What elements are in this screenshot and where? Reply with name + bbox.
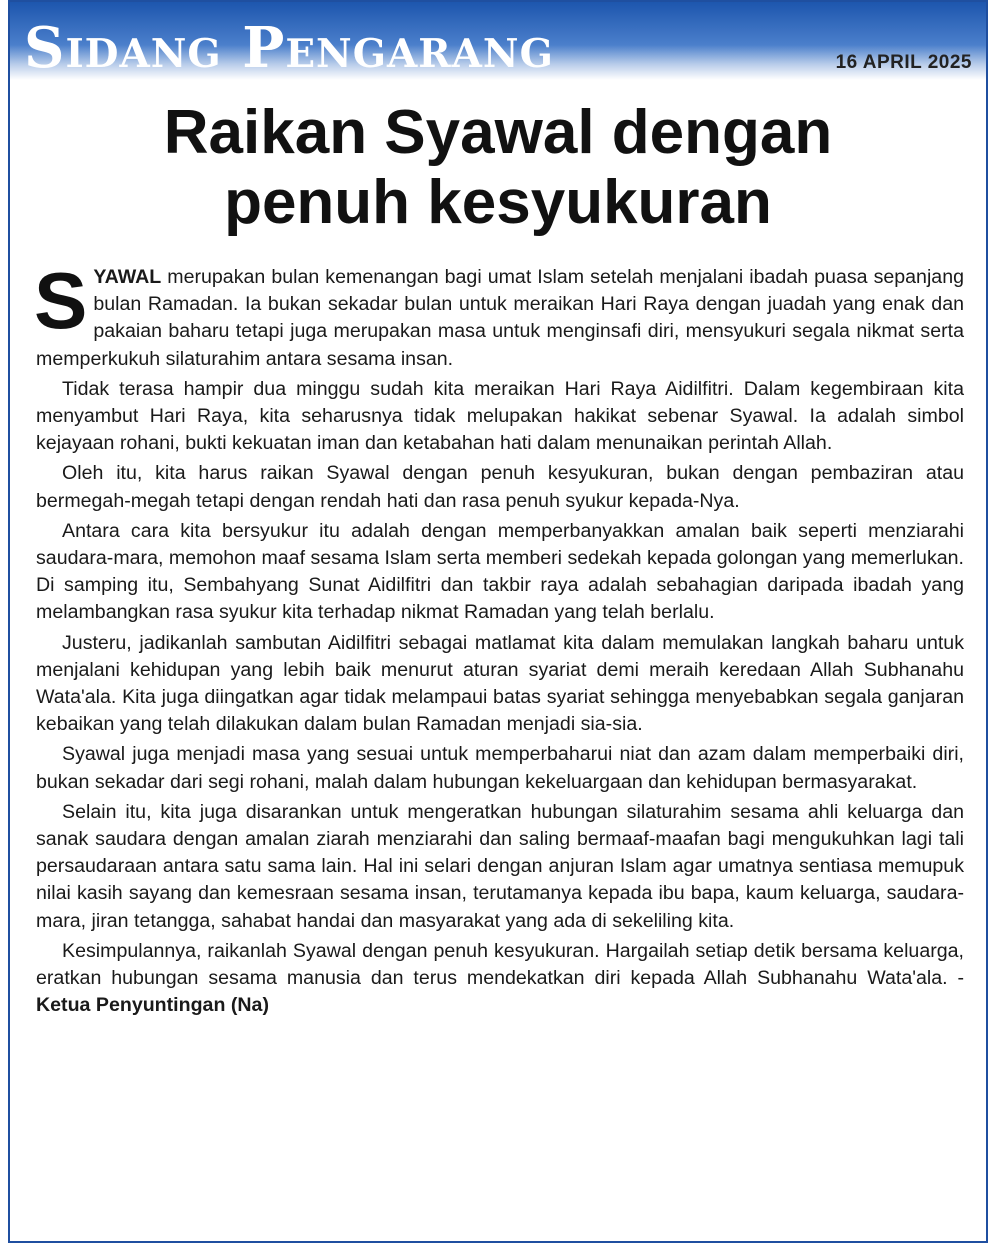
publication-date: 16 APRIL 2025 [835,52,972,73]
paragraph-8 [36,938,964,1020]
headline-line-1: Raikan Syawal dengan [163,98,833,167]
page-frame [8,0,988,1243]
author-signature: Ketua Penyuntingan (Na) [36,994,269,1017]
paragraph-1-text: merupakan bulan kemenangan bagi umat Islam setelah menjalani ibadah puasa sepanjang bulan Ramadan. Ia bukan sekadar bulan untuk meraikan Hari Raya dengan juadah yang enak dan pakaian baharu tetapi juga merupakan masa untuk menginsafi diri, mensyukuri segala nikmat serta memperkukuh silaturahim antara sesama insan. [36,266,964,370]
paragraph-8-text: Kesimpulannya, raikanlah Syawal dengan penuh kesyukuran. Hargailah setiap detik bersama keluarga, eratkan hubungan sesama manusia dan terus mendekatkan diri kepada Allah Subhanahu Wata'ala. - [36,939,964,990]
headline-line-2: penuh kesyukuran [224,168,772,237]
paragraph-7: Selain itu, kita juga disarankan untuk mengeratkan hubungan silaturahim sesama ahli keluarga dan sanak saudara dengan amalan ziarah menziarahi dan saling bermaaf-maafan bagi mengukuhkan lagi tali persaudaraan antara satu sama lain. Hal ini selari dengan anjuran Islam agar umatnya sentiasa memupuk nilai kasih sayang dan kemesraan sesama insan, terutamanya kepada ibu bapa, kaum keluarga, saudara-mara, jiran tetangga, sahabat handai dan masyarakat yang ada di sekeliling kita. [36,800,964,932]
paragraph-3: Oleh itu, kita harus raikan Syawal dengan penuh kesyukuran, bukan dengan pembaziran atau bermegah-megah tetapi dengan rendah hati dan rasa penuh syukur kepada-Nya. [36,462,964,512]
paragraph-1 [34,256,964,373]
paragraph-5: Justeru, jadikanlah sambutan Aidilfitri sebagai matlamat kita dalam memulakan langkah baharu untuk menjalani kehidupan yang lebih baik menurut aturan syariat demi meraih keredaan Allah Subhanahu Wata'ala. Kita juga diingatkan agar tidak melampaui batas syariat sehingga menyebabkan segala ganjaran kebaikan yang telah dilakukan dalam bulan Ramadan menjadi sia-sia. [36,631,964,736]
section-title: Sidang Pengarang [24,15,554,81]
paragraph-6: Syawal juga menjadi masa yang sesuai untuk memperbaharui niat dan azam dalam memperbaiki diri, bukan sekadar dari segi rohani, malah dalam hubungan kekeluargaan dan kehidupan bermasyarakat. [36,743,964,793]
header-banner [10,2,986,80]
paragraph-2: Tidak terasa hampir dua minggu sudah kita meraikan Hari Raya Aidilfitri. Dalam kegembiraan kita menyambut Hari Raya, kita seharusnya tidak melupakan hakikat sebenar Syawal. Ia adalah simbol kejayaan rohani, bukti kekuatan iman dan ketabahan hati dalam menunaikan perintah Allah. [36,377,964,455]
drop-cap: S [34,256,88,345]
headline [10,98,986,238]
lead-word: YAWAL [93,266,162,288]
paragraph-4: Antara cara kita bersyukur itu adalah dengan memperbanyakkan amalan baik seperti menziarahi saudara-mara, memohon maaf sesama Islam serta memberi sedekah kepada golongan yang memerlukan. Di samping itu, Sembahyang Sunat Aidilfitri dan takbir raya adalah sebahagian daripada ibadah yang melambangkan rasa syukur kita terhadap nikmat Ramadan yang telah berlalu. [36,519,964,624]
article-body [34,256,964,1022]
